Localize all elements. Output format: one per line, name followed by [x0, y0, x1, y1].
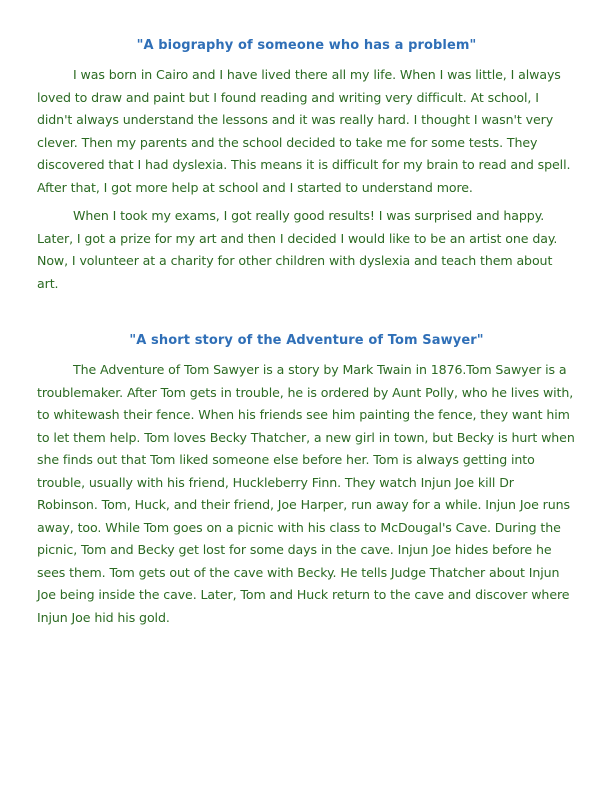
tom-sawyer-paragraph: The Adventure of Tom Sawyer is a story by Mark Twain in 1876.Tom Sawyer is a troublemaker. After Tom gets in trouble, he is ordered by Aunt Polly, who he lives with, to whitewash their fence. When his friends see him painting the fence, they want him to let them help. Tom loves Becky Thatcher, a new girl in town, but Becky is hurt when she finds out that Tom liked someone else before her. Tom is always getting into trouble, usually with his friend, Huckleberry Finn. They watch Injun Joe kill Dr Robinson. Tom, Huck, and their friend, Joe Harper, run away for a while. Injun Joe runs away, too. While Tom goes on a picnic with his class to McDougal's Cave. During the picnic, Tom and Becky get lost for some days in the cave. Injun Joe hides before he sees them. Tom gets out of the cave with Becky. He tells Judge Thatcher about Injun Joe being inside the cave. Later, Tom and Huck return to the cave and discover where Injun Joe hid his gold.: [37, 362, 575, 625]
tom-sawyer-section: [37, 333, 576, 629]
biography-title: "A biography of someone who has a problem": [136, 38, 477, 53]
biography-paragraph-2: When I took my exams, I got really good results! I was surprised and happy. Later, I got a prize for my art and then I decided I would like to be an artist one day. Now, I volunteer at a charity for other children with dyslexia and teach them about art.: [37, 208, 558, 291]
biography-paragraph-1: I was born in Cairo and I have lived there all my life. When I was little, I always loved to draw and paint but I found reading and writing very difficult. At school, I didn't always understand the lessons and it was really hard. I thought I wasn't very clever. Then my parents and the school decided to take me for some tests. They discovered that I had dyslexia. This means it is difficult for my brain to read and spell. After that, I got more help at school and I started to understand more.: [37, 67, 571, 195]
biography-section: [37, 38, 576, 295]
tom-sawyer-title: "A short story of the Adventure of Tom Sawyer": [129, 333, 484, 348]
